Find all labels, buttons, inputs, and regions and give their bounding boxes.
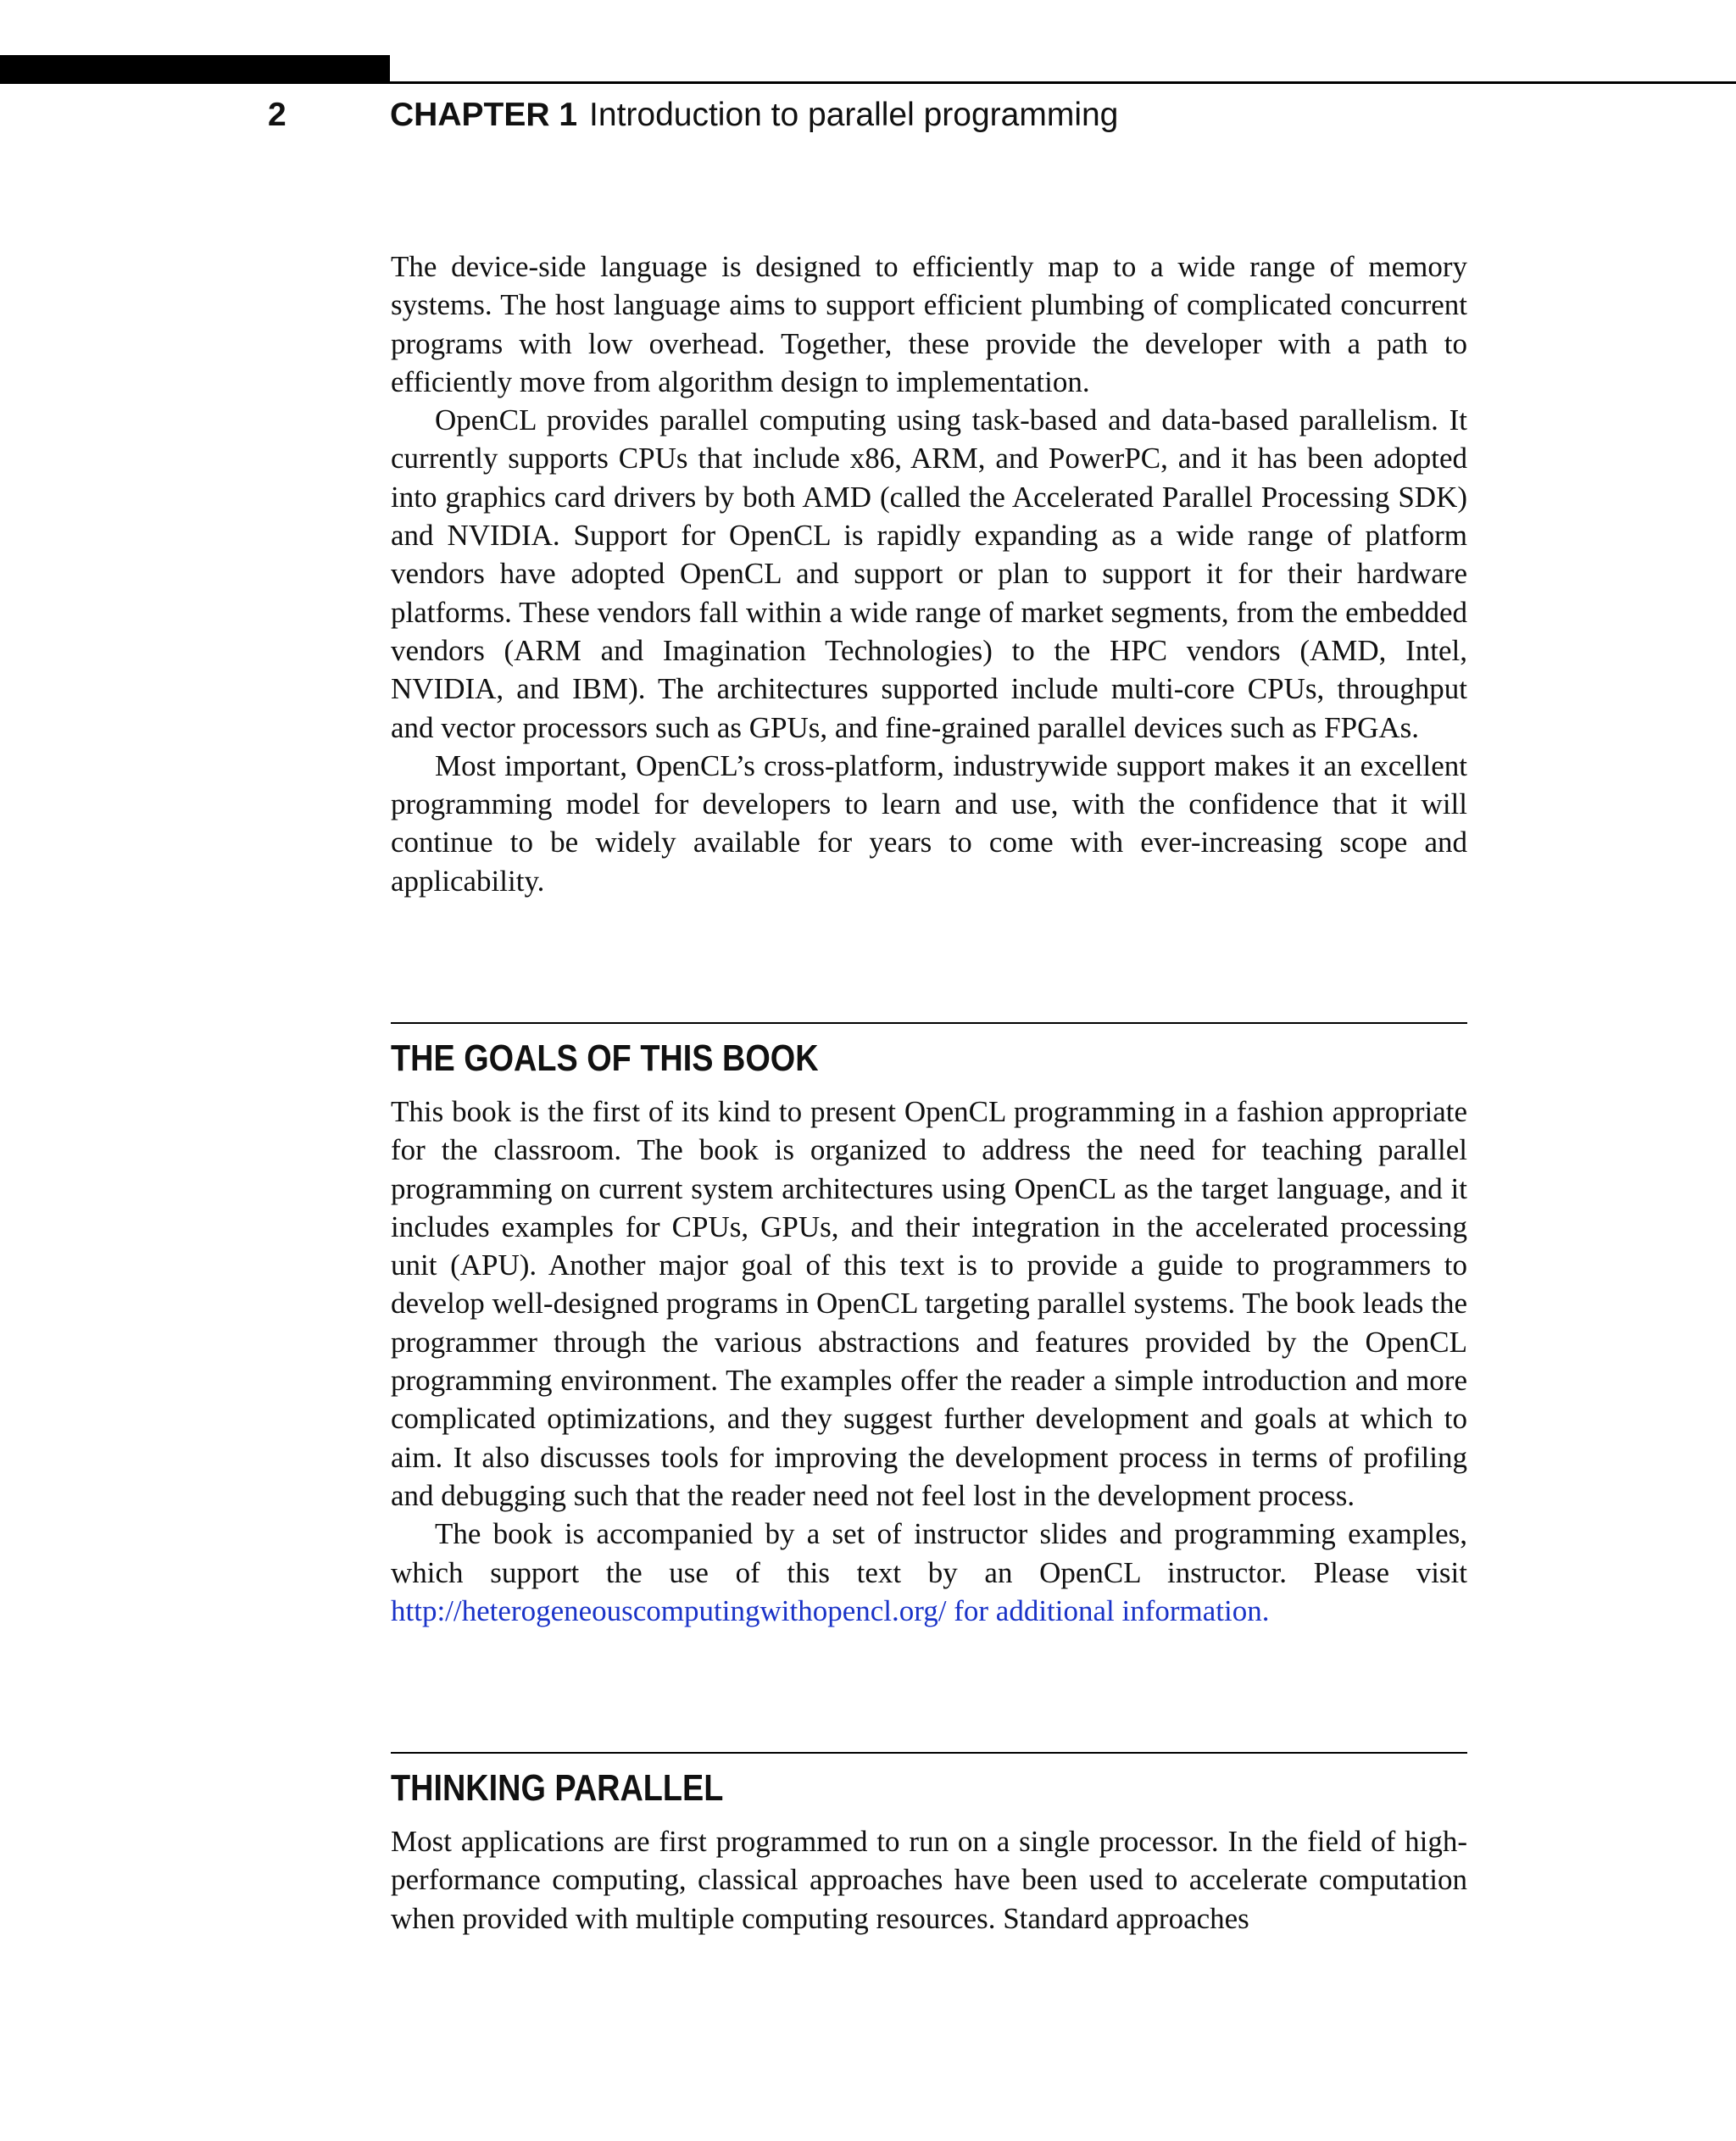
goals-paragraph-2-text: The book is accompanied by a set of instructor slides and programming examples, which support the use of this text by an OpenCL instructor. Please visit [391, 1517, 1467, 1589]
intro-paragraph: Most important, OpenCL’s cross-platform, industrywide support makes it an excellent programming model for developers to learn and use, with the confidence that it will continue to be widely available for years to come with ever-increasing scope and applicability. [391, 748, 1467, 898]
website-link[interactable]: http://heterogeneouscomputingwithopencl.org/ for additional information. [391, 1593, 1270, 1627]
thinking-text [391, 1822, 1467, 1938]
goals-text [391, 1093, 1467, 1630]
thinking-paragraph: Most applications are first programmed to run on a single processor. In the field of high-performance computing, classical approaches have been used to accelerate computation when provided with multiple computing resources. Standard approaches [391, 1825, 1467, 1935]
intro-text [391, 247, 1467, 900]
header-black-bar [0, 55, 390, 84]
intro-paragraph: OpenCL provides parallel computing using task-based and data-based parallelism. It currently supports CPUs that include x86, ARM, and PowerPC, and it has been adopted into graphics card drivers by both AMD (called the Accelerated Parallel Processing SDK) and NVIDIA. Support for OpenCL is rapidly expanding as a wide range of platform vendors have adopted OpenCL and support or plan to support it for their hardware platforms. These vendors fall within a wide range of market segments, from the embedded vendors (ARM and Imagination Technologies) to the HPC vendors (AMD, Intel, NVIDIA, and IBM). The architectures supported include multi-core CPUs, throughput and vector processors such as GPUs, and fine-grained parallel devices such as FPGAs. [391, 403, 1467, 744]
goals-paragraph-2 [391, 1515, 1467, 1630]
section-rule [391, 1752, 1467, 1754]
header-rule [390, 81, 1736, 84]
thinking-heading: THINKING PARALLEL [391, 1767, 724, 1809]
page-number: 2 [268, 97, 287, 133]
intro-paragraph: The device-side language is designed to efficiently map to a wide range of memory systems. The host language aims to support efficient plumbing of complicated concurrent programs with low overhead. Together, these provide the developer with a path to efficiently move from algorithm design to implementation. [391, 250, 1467, 398]
section-rule [391, 1022, 1467, 1024]
chapter-label: CHAPTER 1 [390, 97, 578, 133]
goals-paragraph: This book is the first of its kind to present OpenCL programming in a fashion appropriate for the classroom. The book is organized to address the need for teaching parallel programming on current system architectures using OpenCL as the target language, and it includes examples for CPUs, GPUs, and their integration in the accelerated processing unit (APU). Another major goal of this text is to provide a guide to programmers to develop well-designed programs in OpenCL targeting parallel systems. The book leads the programmer through the various abstractions and features provided by the OpenCL programming environment. The examples offer the reader a simple introduction and more complicated optimizations, and they suggest further development and goals at which to aim. It also discusses tools for improving the development process in terms of profiling and debugging such that the reader need not feel lost in the development process. [391, 1095, 1467, 1512]
goals-heading: THE GOALS OF THIS BOOK [391, 1037, 819, 1079]
running-head [390, 95, 1118, 136]
chapter-title: Introduction to parallel programming [589, 97, 1119, 133]
